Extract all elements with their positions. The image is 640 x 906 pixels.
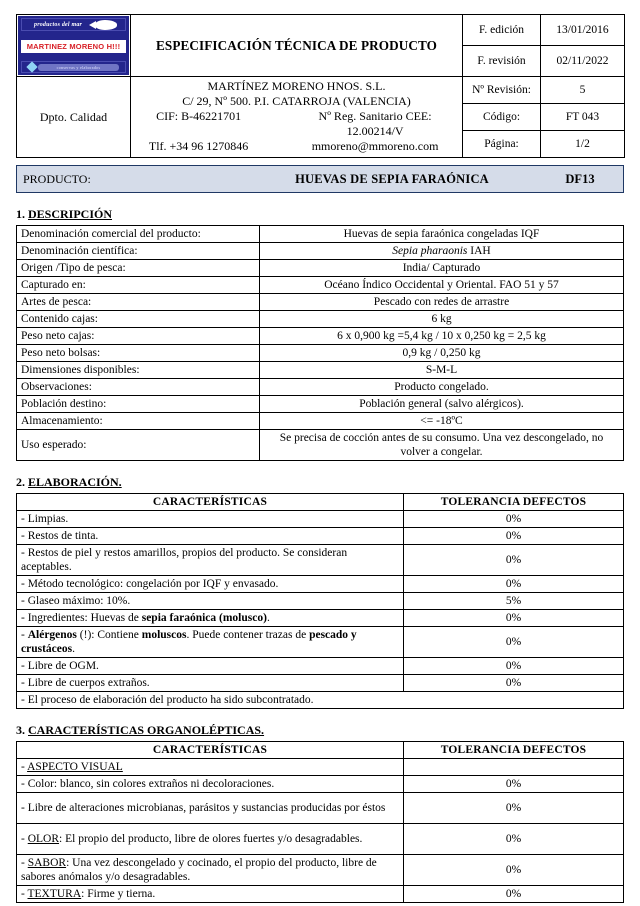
- table-row: [17, 576, 624, 593]
- row-key: Artes de pesca:: [17, 294, 260, 311]
- table-row: [17, 793, 624, 824]
- document-header-table: [16, 14, 625, 158]
- department-label: Dpto. Calidad: [39, 109, 108, 124]
- table-row: [17, 396, 624, 413]
- table-row: [17, 362, 624, 379]
- row-value: Población general (salvo alérgicos).: [260, 396, 624, 413]
- meta-label-pagina: Página:: [463, 131, 541, 158]
- row-characteristic: - TEXTURA: Firme y tierna.: [17, 886, 404, 903]
- meta-value-revision-no: 5: [541, 77, 625, 104]
- row-characteristic: - Método tecnológico: congelación por IQF y envasado.: [17, 576, 404, 593]
- row-tolerance: 0%: [404, 511, 624, 528]
- table-row: [17, 658, 624, 675]
- row-tolerance: 0%: [404, 545, 624, 576]
- section-1-heading: [16, 207, 624, 222]
- row-key: Población destino:: [17, 396, 260, 413]
- row-key: Denominación científica:: [17, 243, 260, 260]
- row-characteristic: - OLOR: El propio del producto, libre de olores fuertes y/o desagradables.: [17, 824, 404, 855]
- row-key: Capturado en:: [17, 277, 260, 294]
- row-characteristic: - Glaseo máximo: 10%.: [17, 593, 404, 610]
- row-key: Peso neto cajas:: [17, 328, 260, 345]
- diamond-icon: [26, 61, 37, 72]
- row-key: Denominación comercial del producto:: [17, 226, 260, 243]
- table-row: [17, 311, 624, 328]
- company-name: MARTÍNEZ MORENO HNOS. S.L.: [207, 79, 386, 93]
- section-3-number: 3.: [16, 723, 25, 737]
- row-characteristic: - ASPECTO VISUAL: [17, 759, 404, 776]
- row-characteristic: - Color: blanco, sin colores extraños ni decoloraciones.: [17, 776, 404, 793]
- row-characteristic: - SABOR: Una vez descongelado y cocinado, el propio del producto, libre de sabores anómalos y/o desagradables.: [17, 855, 404, 886]
- row-tolerance: 0%: [404, 610, 624, 627]
- row-key: Peso neto bolsas:: [17, 345, 260, 362]
- col-header-characteristics: CARACTERÍSTICAS: [17, 494, 404, 511]
- meta-value-pagina: 1/2: [541, 131, 625, 158]
- row-tolerance: [404, 759, 624, 776]
- table-row: [17, 226, 624, 243]
- table-row: [17, 593, 624, 610]
- col-header-tolerance: TOLERANCIA DEFECTOS: [404, 494, 624, 511]
- table-row: [17, 345, 624, 362]
- table-row: [17, 776, 624, 793]
- table-row: [17, 328, 624, 345]
- row-characteristic: - Libre de cuerpos extraños.: [17, 675, 404, 692]
- table-row: [17, 824, 624, 855]
- row-key: Contenido cajas:: [17, 311, 260, 328]
- row-value: 6 x 0,900 kg =5,4 kg / 10 x 0,250 kg = 2,5 kg: [260, 328, 624, 345]
- logo-brand-band: [21, 40, 126, 53]
- row-key: Almacenamiento:: [17, 413, 260, 430]
- row-characteristic: - Libre de alteraciones microbianas, parásitos y sustancias producidas por éstos: [17, 793, 404, 824]
- table-row: [17, 294, 624, 311]
- meta-label-revision-no: Nº Revisión:: [463, 77, 541, 104]
- meta-label-f-revision: F. revisión: [463, 46, 541, 77]
- col-header-tolerance: TOLERANCIA DEFECTOS: [404, 742, 624, 759]
- section-2-table: [16, 493, 624, 709]
- row-value: Océano Índico Occidental y Oriental. FAO 51 y 57: [260, 277, 624, 294]
- section-3-heading: [16, 723, 624, 738]
- meta-value-codigo: FT 043: [541, 104, 625, 131]
- row-key: Dimensiones disponibles:: [17, 362, 260, 379]
- row-value: Sepia pharaonis IAH: [260, 243, 624, 260]
- row-tolerance: 0%: [404, 528, 624, 545]
- row-value: India/ Capturado: [260, 260, 624, 277]
- company-logo: [18, 16, 129, 75]
- row-characteristic: - Libre de OGM.: [17, 658, 404, 675]
- meta-label-f-edicion: F. edición: [463, 15, 541, 46]
- row-tolerance: 5%: [404, 593, 624, 610]
- table-row: [17, 545, 624, 576]
- row-characteristic: - Alérgenos (!): Contiene moluscos. Puede contener trazas de pescado y crustáceos.: [17, 627, 404, 658]
- company-contact-row-1: [135, 109, 458, 139]
- table-row: [17, 627, 624, 658]
- section-2-title: ELABORACIÓN.: [28, 475, 122, 489]
- row-key: Uso esperado:: [17, 430, 260, 461]
- document-title-cell: [131, 15, 463, 77]
- logo-footer-bar: [38, 64, 119, 71]
- row-value: <= -18ºC: [260, 413, 624, 430]
- company-contact-row-2: [135, 139, 458, 154]
- section-1-number: 1.: [16, 207, 25, 221]
- table-row: [17, 759, 624, 776]
- logo-footer-band: [21, 61, 126, 73]
- section-3-title: CARACTERÍSTICAS ORGANOLÉPTICAS.: [28, 723, 265, 737]
- row-value: 0,9 kg / 0,250 kg: [260, 345, 624, 362]
- company-info-cell: [131, 77, 463, 158]
- row-key: Origen /Tipo de pesca:: [17, 260, 260, 277]
- footer-note: - El proceso de elaboración del producto ha sido subcontratado.: [17, 692, 624, 709]
- row-tolerance: 0%: [404, 576, 624, 593]
- product-name: HUEVAS DE SEPIA FARAÓNICA: [295, 171, 489, 186]
- section-2-number: 2.: [16, 475, 25, 489]
- row-characteristic: - Restos de piel y restos amarillos, propios del producto. Se consideran aceptables.: [17, 545, 404, 576]
- fish-icon: [95, 20, 117, 30]
- row-tolerance: 0%: [404, 855, 624, 886]
- company-cif: CIF: B-46221701: [156, 109, 242, 123]
- company-email: mmoreno@mmoreno.com: [311, 139, 439, 153]
- row-tolerance: 0%: [404, 658, 624, 675]
- table-row: [17, 675, 624, 692]
- header-row-revision-number: [17, 77, 625, 104]
- row-characteristic: - Ingredientes: Huevas de sepia faraónica (molusco).: [17, 610, 404, 627]
- company-sanitary-reg: Nº Reg. Sanitario CEE: 12.00214/V: [318, 109, 432, 138]
- table-row: [17, 610, 624, 627]
- product-banner: [16, 165, 624, 193]
- table-row: [17, 886, 624, 903]
- table-row: [17, 511, 624, 528]
- page-title: ESPECIFICACIÓN TÉCNICA DE PRODUCTO: [156, 37, 437, 53]
- row-value: 6 kg: [260, 311, 624, 328]
- logo-brand-text: MARTINEZ MORENO H!!!: [26, 41, 121, 51]
- section-1-title: DESCRIPCIÓN: [28, 207, 113, 221]
- table-row: [17, 277, 624, 294]
- table-footer-row: [17, 692, 624, 709]
- meta-value-f-revision: 02/11/2022: [541, 46, 625, 77]
- header-row-title: [17, 15, 625, 46]
- row-tolerance: 0%: [404, 793, 624, 824]
- row-key: Observaciones:: [17, 379, 260, 396]
- meta-label-codigo: Código:: [463, 104, 541, 131]
- table-row: [17, 260, 624, 277]
- row-value: Se precisa de cocción antes de su consumo. Una vez descongelado, no volver a congelar.: [260, 430, 624, 461]
- logo-footer-text: conservas y elaborados: [56, 64, 101, 70]
- section-1-table: [16, 225, 624, 461]
- row-tolerance: 0%: [404, 675, 624, 692]
- row-value: S-M-L: [260, 362, 624, 379]
- product-label: PRODUCTO:: [23, 171, 91, 186]
- product-code: DF13: [565, 171, 595, 186]
- department-cell: [17, 77, 131, 158]
- section-2-heading: [16, 475, 624, 490]
- table-header-row: [17, 494, 624, 511]
- table-row: [17, 430, 624, 461]
- company-address: C/ 29, Nº 500. P.I. CATARROJA (VALENCIA): [182, 94, 411, 108]
- table-row: [17, 243, 624, 260]
- logo-tagline-band: [21, 18, 126, 31]
- col-header-characteristics: CARACTERÍSTICAS: [17, 742, 404, 759]
- company-logo-cell: [17, 15, 131, 77]
- company-phone: Tlf. +34 96 1270846: [148, 139, 249, 153]
- logo-tagline: productos del mar: [34, 21, 83, 28]
- row-value: Huevas de sepia faraónica congeladas IQF: [260, 226, 624, 243]
- row-tolerance: 0%: [404, 824, 624, 855]
- row-value: Producto congelado.: [260, 379, 624, 396]
- row-tolerance: 0%: [404, 627, 624, 658]
- table-header-row: [17, 742, 624, 759]
- row-tolerance: 0%: [404, 776, 624, 793]
- meta-value-f-edicion: 13/01/2016: [541, 15, 625, 46]
- row-characteristic: - Limpias.: [17, 511, 404, 528]
- table-row: [17, 379, 624, 396]
- table-row: [17, 855, 624, 886]
- row-characteristic: - Restos de tinta.: [17, 528, 404, 545]
- table-row: [17, 413, 624, 430]
- table-row: [17, 528, 624, 545]
- row-tolerance: 0%: [404, 886, 624, 903]
- row-value: Pescado con redes de arrastre: [260, 294, 624, 311]
- section-3-table: [16, 741, 624, 903]
